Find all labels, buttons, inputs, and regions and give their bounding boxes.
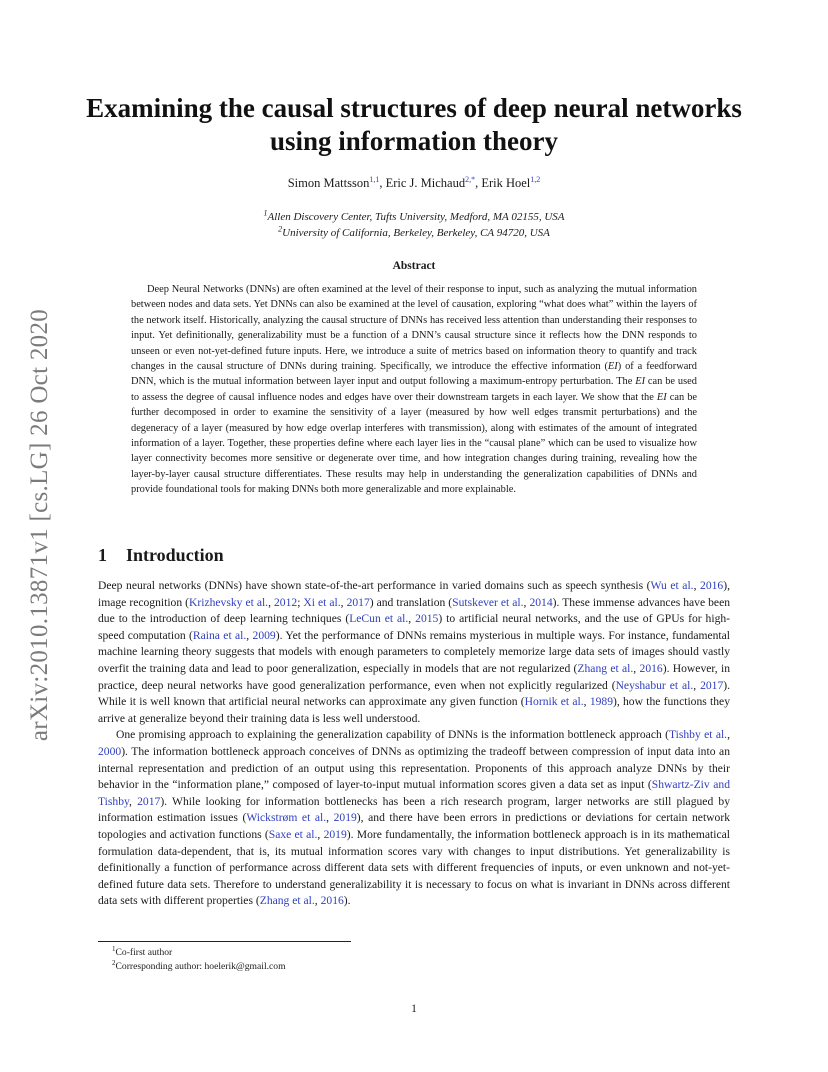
footnote-2 — [112, 960, 612, 974]
citation-link[interactable]: 2016 — [700, 579, 724, 592]
citation-link[interactable]: Saxe et al. — [268, 827, 318, 841]
citation-link[interactable]: Xi et al. — [303, 595, 341, 609]
footnote-divider — [98, 941, 351, 942]
affiliation-text: Allen Discovery Center, Tufts University, Medford, MA 02155, USA — [267, 211, 565, 223]
author-list: Simon Mattsson$^{1,1}$, Eric J. Michaud$^{2,*}$, Erik Hoel$^{1,2}$ — [287, 174, 541, 190]
author-affiliation-mark[interactable]: 2,* — [465, 174, 476, 184]
section-heading — [98, 545, 498, 566]
citation-link[interactable]: Sutskever et al. — [452, 595, 524, 609]
paper-title-line-1: Examining the causal structures of deep neural networks — [86, 93, 742, 123]
paragraph-2: One promising approach to explaining the generalization capability of DNNs is the information bottleneck approach (Tishby et al., 2000). The information bottleneck approach conceives of DNNs as optimizing the tradeoff between compression of input data into an internal representation and prediction of an output using this representation. Proponents of this approach analyze DNNs by their behavior in the “information plane,” composed of layer-to-input mutual information scores given a data set as input (Shwartz-Ziv and Tishby, 2017). While looking for information bottlenecks has been a rich research program, larger networks are still plagued by information estimation issues (Wickstrøm et al., 2019), and there have been errors in predictions or deviations for certain network topologies and activation functions (Saxe et al., 2019). More fundamentally, the information bottleneck approach is in its mathematical formulation data-dependent, that is, its mutual information scores vary with changes to input distributions. Yet generalizability is definitionally a function of performance across different data sets with different frequencies of inputs, or even unknown and not-yet-defined future data sets. Therefore to understand generalizability it is necessary to focus on what is invariant in DNNs across different data sets with different properties (Zhang et al., 2016). — [98, 728, 731, 908]
footnotes — [112, 946, 612, 973]
footnote-mark: 1 — [112, 944, 116, 953]
citation-link[interactable]: Wickstrøm et al. — [246, 811, 327, 825]
section-title: Introduction — [126, 545, 224, 565]
footnote-text: Co-first author — [115, 947, 173, 958]
citation-link[interactable]: Wu et al. — [650, 579, 694, 592]
affiliation-mark: 2 — [278, 224, 283, 234]
citation-link[interactable]: 2000 — [98, 744, 122, 758]
citation-link[interactable]: Hornik et al. — [524, 695, 584, 709]
citation-link[interactable]: 2017 — [700, 678, 724, 692]
arxiv-identifier-text: arXiv:2010.13871v1 [cs.LG] 26 Oct 2020 — [26, 308, 54, 742]
italic-term: EI — [635, 376, 646, 388]
affiliation-text: University of California, Berkeley, Berkeley, CA 94720, USA — [282, 227, 550, 239]
citation-link[interactable]: 1989 — [589, 695, 613, 709]
paragraph-1: Deep neural networks (DNNs) have shown state-of-the-art performance in varied domains such as speech synthesis (Wu et al., 2016), image recognition (Krizhevsky et al., 2012; Xi et al., 2017) and translation (Sutskever et al., 2014). These immense advances have been due to the introduction of deep learning techniques (LeCun et al., 2015) to artificial neural networks, and the use of GPUs for high-speed computation (Raina et al., 2009). Yet the performance of DNNs remains mysterious in multiple ways. For instance, fundamental machine learning theory suggests that models with enough parameters to completely memorize large data sets of images should vastly overfit the training data and lead to poor generalization, especially in models that are not regularized (Zhang et al., 2016). However, in practice, deep neural networks have good generalization performance, even when not explicitly regularized (Neyshabur et al., 2017). While it is well known that artificial neural networks can approximate any given function (Hornik et al., 1989), how the functions they arrive at generalize beyond their training data is less well understood. — [98, 579, 731, 725]
citation-link[interactable]: 2009 — [252, 628, 276, 642]
section-number: 1 — [98, 545, 107, 565]
page-number: 1 — [411, 1002, 417, 1015]
author-name: Erik Hoel — [481, 176, 531, 190]
italic-term: EI — [656, 391, 667, 403]
citation-link[interactable]: 2017 — [137, 794, 161, 808]
affiliation-1 — [100, 208, 728, 223]
paper-title — [80, 92, 748, 158]
italic-term: EI — [607, 361, 618, 373]
citation-link[interactable]: 2016 — [639, 661, 663, 675]
citation-link[interactable]: Shwartz-Ziv and Tishby — [98, 778, 730, 808]
affiliation-2 — [100, 224, 728, 239]
citation-link[interactable]: Krizhevsky et al. — [189, 595, 269, 609]
citation-link[interactable]: Tishby et al. — [668, 728, 728, 742]
citation-link[interactable]: 2012 — [274, 595, 298, 609]
citation-link[interactable]: 2019 — [333, 811, 357, 825]
citation-link[interactable]: Raina et al. — [192, 628, 247, 642]
citation-link[interactable]: 2017 — [346, 595, 370, 609]
footnote-text: Corresponding author: hoelerik@gmail.com — [115, 960, 286, 972]
citation-link[interactable]: Zhang et al. — [577, 661, 634, 675]
affiliation-mark: 1 — [263, 208, 268, 218]
citation-link[interactable]: 2015 — [415, 612, 439, 626]
arxiv-identifier — [20, 290, 60, 760]
author-affiliation-mark[interactable]: 1,2 — [530, 174, 541, 184]
citation-link[interactable]: 2019 — [323, 827, 347, 841]
citation-link[interactable]: Zhang et al. — [259, 894, 315, 908]
citation-link[interactable]: LeCun et al. — [349, 612, 409, 626]
citation-link[interactable]: 2016 — [320, 894, 344, 908]
author-name: Eric J. Michaud — [385, 176, 466, 190]
author-affiliation-mark[interactable]: 1,1 — [369, 174, 380, 184]
footnote-1 — [112, 946, 612, 960]
citation-link[interactable]: Neyshabur et al. — [615, 678, 694, 692]
abstract-heading: Abstract — [392, 260, 436, 272]
author-name: Simon Mattsson — [287, 176, 370, 190]
paper-title-line-2: using information theory — [269, 126, 558, 156]
footnote-mark: 2 — [112, 958, 116, 967]
abstract-text: Deep Neural Networks (DNNs) are often examined at the level of their response to input, such as analyzing the mutual information between nodes and data sets. Yet DNNs can also be examined at the level of causation, exploring “what does what” within the layers of the network itself. Historically, analyzing the causal structure of DNNs has received less attention than understanding their responses to input. Yet definitionally, generalizability must be a function of a DNN’s causal structure since it reflects how the DNN responds to unseen or even not-yet-defined future inputs. Here, we introduce a suite of metrics based on information theory to quantify and track changes in the causal structure of DNNs during training. Specifically, we introduce the effective information (EI) of a feedforward DNN, which is the mutual information between layer input and output following a maximum-entropy perturbation. The EI can be used to assess the degree of causal influence nodes and edges have over their downstream targets in each layer. We show that the EI can be further decomposed in order to examine the sensitivity of a layer (measured by how well edges transmit perturbations) and the degeneracy of a layer (measured by how edge overlap interferes with transmission), along with estimates of the amount of integrated information of a layer. Together, these properties define where each layer lies in the “causal plane” which can be used to visualize how layer connectivity becomes more sensitive or degenerate over time, and how integration changes during training, revealing how the layer-by-layer causal structure differentiates. These results may help in understanding the generalization capabilities of DNNs and provide foundational tools for making DNNs both more generalizable and more explainable. — [131, 284, 697, 496]
introduction-body — [98, 578, 730, 910]
citation-link[interactable]: 2014 — [529, 595, 553, 609]
